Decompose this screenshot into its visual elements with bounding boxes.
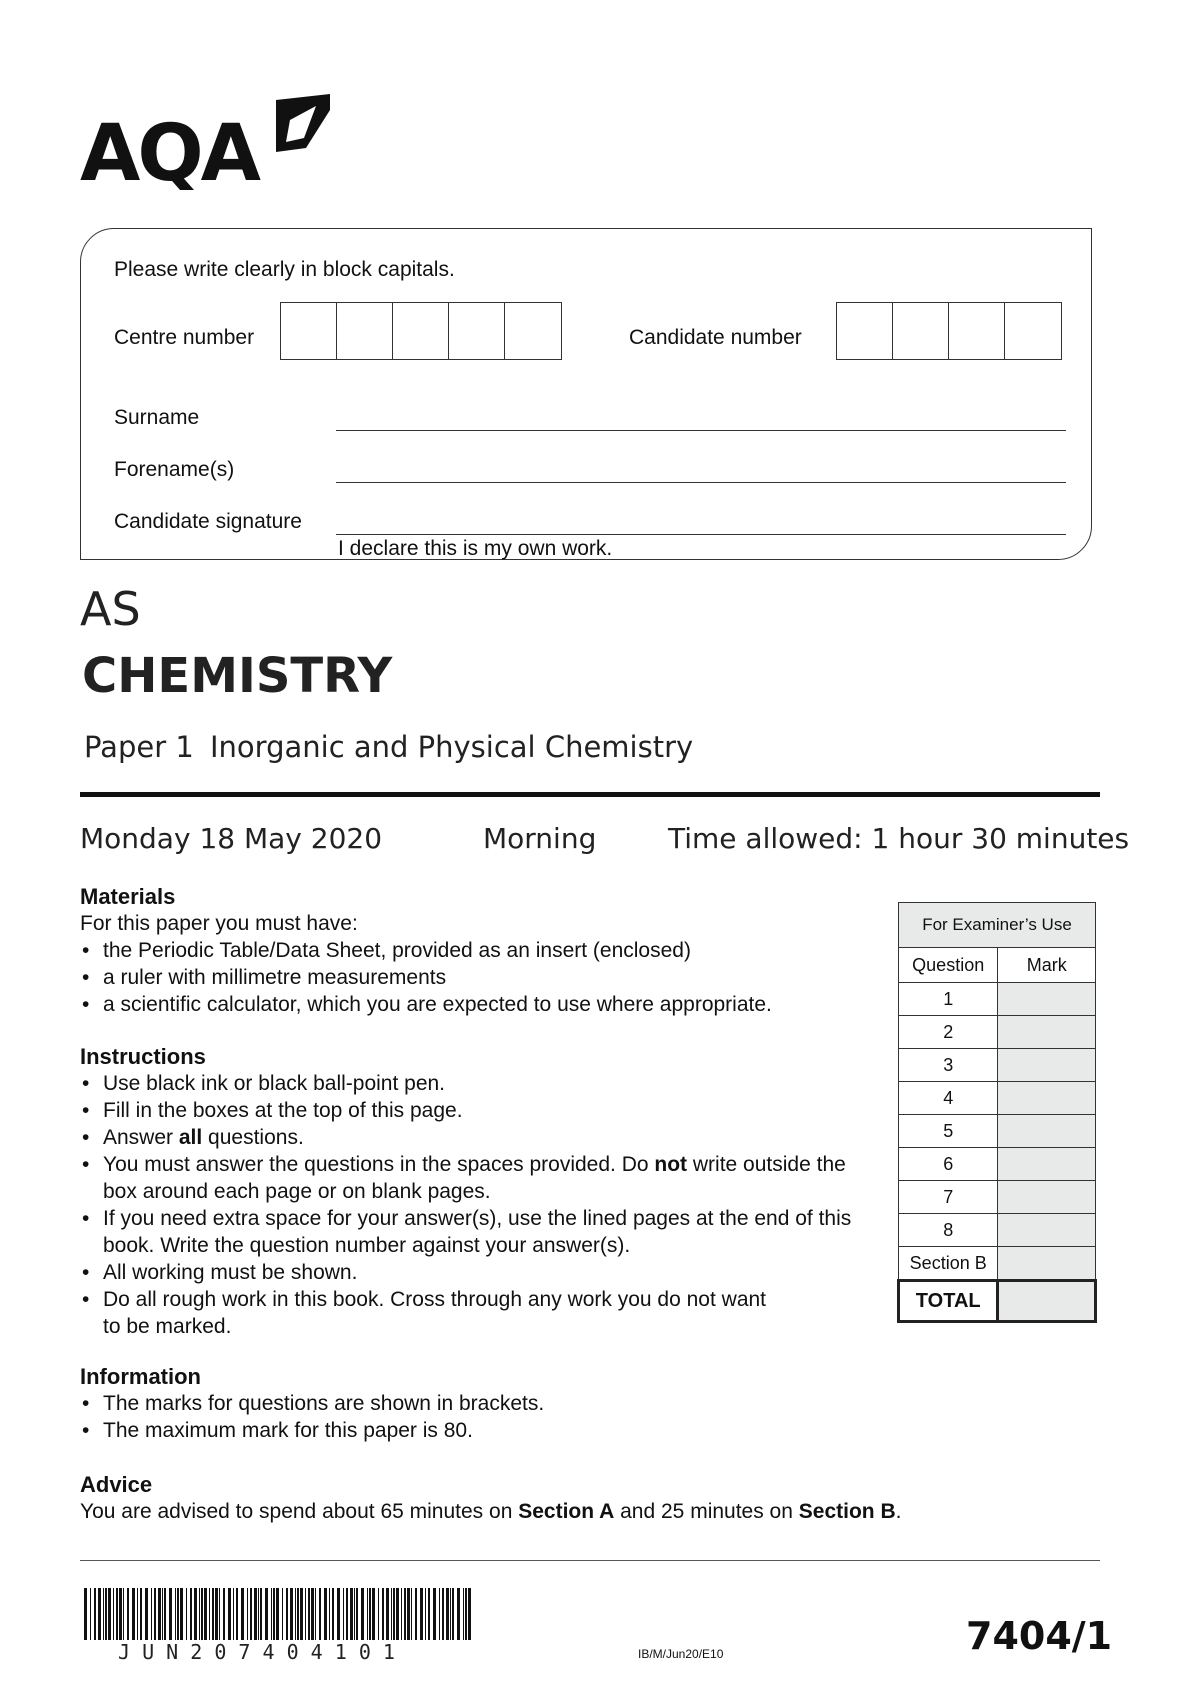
question-number: 4	[899, 1082, 998, 1115]
instructions-list	[80, 1070, 870, 1340]
subject-title: CHEMISTRY	[82, 648, 393, 704]
centre-number-boxes[interactable]	[280, 302, 562, 360]
list-item: • Use black ink or black ball-point pen.	[80, 1070, 870, 1097]
time-allowed: Time allowed: 1 hour 30 minutes	[668, 822, 1130, 855]
list-item: • a ruler with millimetre measurements	[80, 964, 860, 991]
materials-section	[80, 884, 860, 1018]
table-row	[899, 1247, 1096, 1281]
list-item: • Do all rough work in this book. Cross through any work you do not want to be marked.	[80, 1286, 783, 1340]
total-label: TOTAL	[899, 1281, 998, 1322]
candidate-number-digit[interactable]	[1005, 303, 1061, 359]
paper-name: Inorganic and Physical Chemistry	[210, 730, 694, 764]
forename-label: Forename(s)	[114, 458, 235, 481]
mark-cell[interactable]	[998, 1181, 1096, 1214]
question-number: 1	[899, 983, 998, 1016]
list-item: • Fill in the boxes at the top of this page.	[80, 1097, 870, 1124]
paper-number: Paper 1	[84, 730, 194, 764]
paper-reference: IB/M/Jun20/E10	[638, 1647, 724, 1661]
question-number: 8	[899, 1214, 998, 1247]
mark-cell[interactable]	[998, 1016, 1096, 1049]
exam-date: Monday 18 May 2020	[80, 822, 383, 855]
candidate-number-label: Candidate number	[629, 326, 802, 349]
centre-number-digit[interactable]	[449, 303, 505, 359]
total-mark-cell[interactable]	[998, 1281, 1096, 1322]
examiner-title: For Examiner’s Use	[899, 903, 1096, 948]
mark-cell[interactable]	[998, 1082, 1096, 1115]
question-number: 5	[899, 1115, 998, 1148]
mark-cell[interactable]	[998, 983, 1096, 1016]
title-rule	[80, 792, 1100, 797]
aqa-logo	[80, 90, 340, 190]
signature-label: Candidate signature	[114, 510, 302, 533]
barcode-icon	[84, 1588, 474, 1640]
candidate-number-digit[interactable]	[893, 303, 949, 359]
declaration-text: I declare this is my own work.	[338, 537, 613, 560]
table-row	[899, 1214, 1096, 1247]
advice-heading: Advice	[80, 1472, 153, 1497]
candidate-number-digit[interactable]	[837, 303, 893, 359]
table-row	[899, 1082, 1096, 1115]
barcode	[84, 1588, 474, 1640]
table-row	[899, 1281, 1096, 1322]
information-list	[80, 1390, 860, 1444]
paper-code: 7404/1	[966, 1614, 1113, 1658]
svg-text:AQA: AQA	[80, 109, 259, 190]
exam-session: Morning	[483, 822, 597, 855]
mark-column-header: Mark	[998, 948, 1096, 983]
instructions-heading: Instructions	[80, 1044, 206, 1069]
examiner-table	[897, 902, 1097, 1323]
information-section	[80, 1364, 860, 1444]
question-column-header: Question	[899, 948, 998, 983]
question-number: Section B	[899, 1247, 998, 1281]
list-item: • Answer all questions.	[80, 1124, 870, 1151]
candidate-number-boxes[interactable]	[836, 302, 1062, 360]
materials-intro: For this paper you must have:	[80, 912, 358, 935]
mark-cell[interactable]	[998, 1115, 1096, 1148]
list-item: • The marks for questions are shown in brackets.	[80, 1390, 860, 1417]
materials-list	[80, 937, 860, 1018]
mark-cell[interactable]	[998, 1049, 1096, 1082]
list-item: • You must answer the questions in the spaces provided. Do not write outside the box around each page or on blank pages.	[80, 1151, 870, 1205]
question-number: 3	[899, 1049, 998, 1082]
centre-number-label: Centre number	[114, 326, 255, 349]
list-item: • If you need extra space for your answer(s), use the lined pages at the end of this book. Write the question number against your answer(s).	[80, 1205, 870, 1259]
instructions-section	[80, 1044, 870, 1340]
mark-cell[interactable]	[998, 1148, 1096, 1181]
question-number: 7	[899, 1181, 998, 1214]
block-capitals-instruction: Please write clearly in block capitals.	[114, 258, 455, 281]
advice-section	[80, 1472, 1100, 1525]
footer-rule	[80, 1560, 1100, 1561]
question-number: 2	[899, 1016, 998, 1049]
surname-label: Surname	[114, 406, 200, 429]
advice-text: You are advised to spend about 65 minutes on Section A and 25 minutes on Section B.	[80, 1500, 902, 1523]
surname-field[interactable]	[336, 430, 1066, 431]
list-item: • All working must be shown.	[80, 1259, 870, 1286]
centre-number-digit[interactable]	[281, 303, 337, 359]
forename-field[interactable]	[336, 482, 1066, 483]
centre-number-digit[interactable]	[393, 303, 449, 359]
materials-heading: Materials	[80, 884, 176, 909]
table-row	[899, 1148, 1096, 1181]
centre-number-digit[interactable]	[505, 303, 561, 359]
table-row	[899, 983, 1096, 1016]
list-item: • the Periodic Table/Data Sheet, provided as an insert (enclosed)	[80, 937, 860, 964]
table-row	[899, 1016, 1096, 1049]
barcode-text: J U N 2 0 7 4 0 4 1 0 1	[118, 1640, 395, 1664]
table-row	[899, 1049, 1096, 1082]
question-number: 6	[899, 1148, 998, 1181]
mark-cell[interactable]	[998, 1247, 1096, 1281]
list-item: • a scientific calculator, which you are expected to use where appropriate.	[80, 991, 860, 1018]
list-item: • The maximum mark for this paper is 80.	[80, 1417, 860, 1444]
candidate-number-digit[interactable]	[949, 303, 1005, 359]
mark-cell[interactable]	[998, 1214, 1096, 1247]
information-heading: Information	[80, 1364, 201, 1389]
centre-number-digit[interactable]	[337, 303, 393, 359]
signature-field[interactable]	[336, 534, 1066, 535]
aqa-logo-icon	[80, 90, 340, 190]
level-title: AS	[80, 582, 141, 636]
table-row	[899, 1115, 1096, 1148]
table-row	[899, 1181, 1096, 1214]
